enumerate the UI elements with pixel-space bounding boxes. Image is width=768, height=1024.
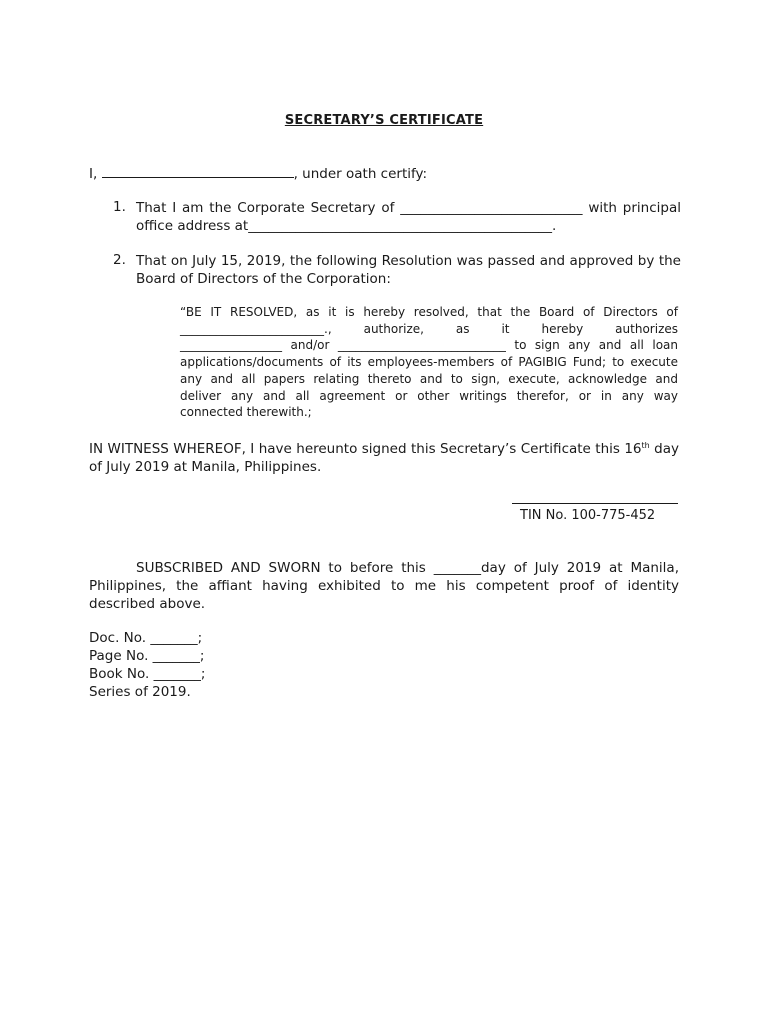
jurat-paragraph: SUBSCRIBED AND SWORN to before this _______day of July 2019 at Manila, Philippines, the affiant having exhibited to me his competent proof of identity described above. [89,560,679,612]
page-number: Page No. _______; [89,648,205,664]
witness-text: IN WITNESS WHEREOF, I have hereunto signed this Secretary’s Certificate this 16 [89,441,642,457]
resolution-line: any and all papers relating thereto and to sign, execute, acknowledge and [180,371,678,386]
notarial-details [89,629,205,701]
resolution-line: “BE IT RESOLVED, as it is hereby resolved, that the Board of Directors of [180,305,678,319]
resolution-line: connected therewith.; [180,405,312,420]
doc-number: Doc. No. _______; [89,630,203,646]
resolution-line: ________________________., authorize, as it hereby authorizes [180,321,678,336]
item-text: That on July 15, 2019, the following Resolution was passed and approved by the Board of Directors of the Corporation: [136,253,681,287]
oath-suffix: , under oath certify: [293,166,428,182]
tin-number: TIN No. 100-775-452 [520,508,656,523]
witness-ordinal-suffix: th [641,441,650,450]
witness-text-end: day of July 2019 at Manila, Philippines. [89,441,679,475]
resolution-block [180,304,678,421]
oath-prefix: I, [89,166,98,182]
book-number: Book No. _______; [89,666,206,682]
witness-paragraph [89,437,679,476]
series-year: Series of 2019. [89,684,191,700]
item-text: That I am the Corporate Secretary of ___________________________ with principal office address at_____________________________________________. [136,200,681,234]
resolution-line: deliver any and all agreement or other writings therefor, or in any way [180,388,678,403]
item-number: 1. [113,199,126,215]
resolution-line: applications/documents of its employees-members of PAGIBIG Fund; to execute [180,355,678,370]
signature-line [512,503,678,504]
name-blank-line [102,165,294,178]
oath-line [89,165,427,182]
resolution-line: _________________ and/or ____________________________ to sign any and all loan [180,338,678,353]
document-title: SECRETARY’S CERTIFICATE [284,113,484,128]
item-number: 2. [113,252,126,268]
